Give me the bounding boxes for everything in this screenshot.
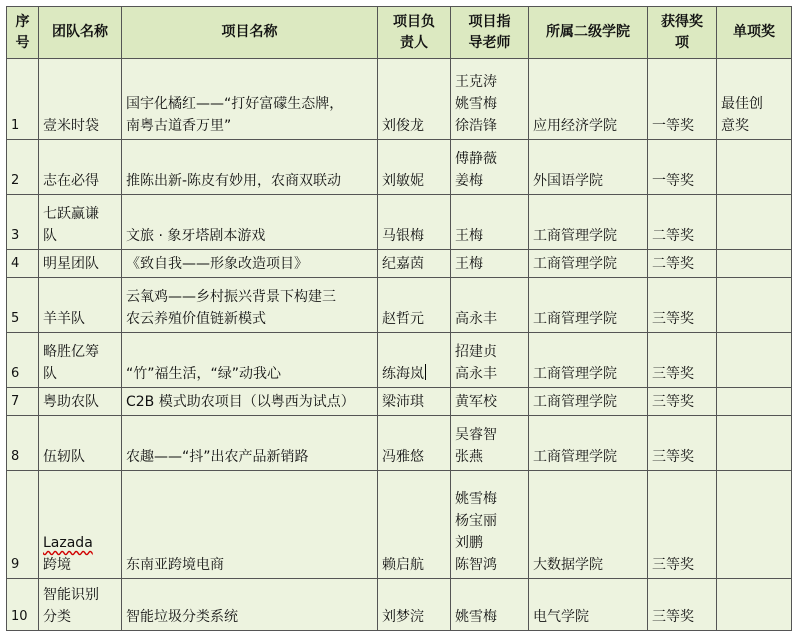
cell-award: 二等奖 (648, 250, 717, 278)
awards-table (6, 6, 792, 631)
cell-award: 三等奖 (648, 333, 717, 388)
cell-college: 工商管理学院 (529, 416, 648, 471)
cell-award: 三等奖 (648, 579, 717, 631)
cell-team-cn: 跨境 (43, 557, 71, 573)
cell-special (717, 195, 792, 250)
cell-advisor: 招建贞 高永丰 (451, 333, 529, 388)
table-row (7, 278, 792, 333)
cell-advisor: 傅静薇 姜梅 (451, 140, 529, 195)
cell-college: 工商管理学院 (529, 333, 648, 388)
cell-leader: 刘梦浣 (378, 579, 451, 631)
cell-project: 国宇化橘红——“打好富礞生态牌， 南粤古道香万里” (122, 59, 378, 140)
cell-advisor: 吴睿智 张燕 (451, 416, 529, 471)
cell-leader: 赖启航 (378, 471, 451, 579)
cell-index: 2 (7, 140, 39, 195)
cell-team-latin: Lazada (43, 535, 93, 551)
cell-college: 工商管理学院 (529, 195, 648, 250)
cell-leader: 马银梅 (378, 195, 451, 250)
table-row (7, 579, 792, 631)
cell-advisor: 王梅 (451, 195, 529, 250)
cell-award: 一等奖 (648, 59, 717, 140)
header-special: 单项奖 (717, 7, 792, 59)
cell-project: 农趣——“抖”出农产品新销路 (122, 416, 378, 471)
cell-project: 云氧鸡——乡村振兴背景下构建三 农云养殖价值链新模式 (122, 278, 378, 333)
cell-special: 最佳创 意奖 (717, 59, 792, 140)
cell-advisor: 王梅 (451, 250, 529, 278)
table-row (7, 333, 792, 388)
cell-advisor: 黄军校 (451, 388, 529, 416)
cell-team: 粤助农队 (39, 388, 122, 416)
header-project: 项目名称 (122, 7, 378, 59)
header-index: 序 号 (7, 7, 39, 59)
cell-leader-text: 练海岚 (382, 366, 424, 382)
table-row (7, 388, 792, 416)
table-row (7, 416, 792, 471)
cell-index: 7 (7, 388, 39, 416)
cell-special (717, 388, 792, 416)
cell-award: 一等奖 (648, 140, 717, 195)
cell-leader[interactable] (378, 333, 451, 388)
cell-award: 三等奖 (648, 278, 717, 333)
cell-project: 东南亚跨境电商 (122, 471, 378, 579)
cell-college: 外国语学院 (529, 140, 648, 195)
cell-leader: 赵哲元 (378, 278, 451, 333)
table-row (7, 195, 792, 250)
cell-college: 工商管理学院 (529, 388, 648, 416)
cell-project: 智能垃圾分类系统 (122, 579, 378, 631)
cell-index: 9 (7, 471, 39, 579)
cell-award: 三等奖 (648, 388, 717, 416)
cell-team: 略胜亿筹 队 (39, 333, 122, 388)
header-row (7, 7, 792, 59)
cell-special (717, 416, 792, 471)
cell-index: 4 (7, 250, 39, 278)
cell-index: 5 (7, 278, 39, 333)
cell-team: 羊羊队 (39, 278, 122, 333)
cell-special (717, 333, 792, 388)
cell-team (39, 471, 122, 579)
cell-leader: 刘敏妮 (378, 140, 451, 195)
header-leader: 项目负 责人 (378, 7, 451, 59)
cell-advisor: 高永丰 (451, 278, 529, 333)
cell-advisor: 姚雪梅 杨宝丽 刘鹏 陈智鸿 (451, 471, 529, 579)
cell-project: 推陈出新-陈皮有妙用，农商双联动 (122, 140, 378, 195)
cell-index: 3 (7, 195, 39, 250)
cell-project: C2B 模式助农项目（以粤西为试点） (122, 388, 378, 416)
cell-index: 1 (7, 59, 39, 140)
cell-team: 七跃赢谦 队 (39, 195, 122, 250)
cell-team: 明星团队 (39, 250, 122, 278)
table-row (7, 140, 792, 195)
cell-team: 智能识别 分类 (39, 579, 122, 631)
cell-college: 工商管理学院 (529, 250, 648, 278)
cell-advisor: 姚雪梅 (451, 579, 529, 631)
cell-college: 电气学院 (529, 579, 648, 631)
cell-award: 三等奖 (648, 471, 717, 579)
cell-project: 文旅 · 象牙塔剧本游戏 (122, 195, 378, 250)
cell-team: 伍轫队 (39, 416, 122, 471)
cell-special (717, 140, 792, 195)
header-college: 所属二级学院 (529, 7, 648, 59)
cell-leader: 梁沛琪 (378, 388, 451, 416)
cell-project: “竹”福生活，“绿”动我心 (122, 333, 378, 388)
cell-index: 10 (7, 579, 39, 631)
cell-college: 应用经济学院 (529, 59, 648, 140)
cell-award: 三等奖 (648, 416, 717, 471)
cell-award: 二等奖 (648, 195, 717, 250)
cell-special (717, 278, 792, 333)
cell-team: 壹米时袋 (39, 59, 122, 140)
cell-index: 6 (7, 333, 39, 388)
text-cursor (425, 364, 426, 380)
cell-team: 志在必得 (39, 140, 122, 195)
cell-index: 8 (7, 416, 39, 471)
cell-leader: 刘俊龙 (378, 59, 451, 140)
header-team: 团队名称 (39, 7, 122, 59)
cell-special (717, 250, 792, 278)
cell-special (717, 471, 792, 579)
header-advisor: 项目指 导老师 (451, 7, 529, 59)
table-row (7, 471, 792, 579)
table-row (7, 59, 792, 140)
cell-college: 工商管理学院 (529, 278, 648, 333)
cell-leader: 冯雅悠 (378, 416, 451, 471)
cell-project: 《致自我——形象改造项目》 (122, 250, 378, 278)
table-row (7, 250, 792, 278)
cell-college: 大数据学院 (529, 471, 648, 579)
cell-advisor: 王克涛 姚雪梅 徐浩锋 (451, 59, 529, 140)
cell-special (717, 579, 792, 631)
header-award: 获得奖 项 (648, 7, 717, 59)
cell-leader: 纪嘉茵 (378, 250, 451, 278)
